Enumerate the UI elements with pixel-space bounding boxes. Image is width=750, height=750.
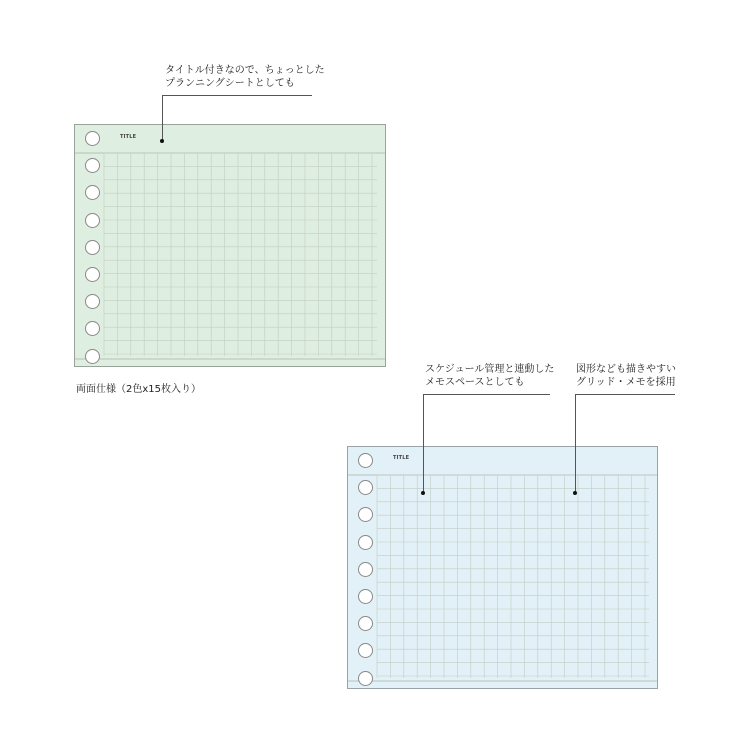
leader-grid-memo-vertical <box>575 394 576 493</box>
binder-hole <box>358 453 373 468</box>
binder-hole <box>85 267 100 282</box>
binder-hole <box>85 349 100 364</box>
binder-hole <box>85 131 100 146</box>
binder-hole <box>358 535 373 550</box>
caption-memo-space: スケジュール管理と連動した メモスペースとしても <box>425 364 555 388</box>
leader-title-note-horizontal <box>162 95 312 96</box>
blue-grid-sheet <box>347 446 658 689</box>
leader-dot-title <box>160 139 164 143</box>
blue-grid <box>348 447 657 688</box>
green-grid <box>75 125 385 366</box>
leader-memo-space-vertical <box>423 394 424 493</box>
leader-memo-space-horizontal <box>423 394 550 395</box>
leader-title-note-vertical <box>162 95 163 140</box>
leader-dot-grid <box>573 491 577 495</box>
binder-hole <box>85 240 100 255</box>
green-grid-sheet <box>74 124 386 367</box>
binder-hole <box>358 589 373 604</box>
blue-sheet-title-label: TITLE <box>393 455 410 461</box>
binder-hole <box>358 562 373 577</box>
binder-hole <box>85 213 100 228</box>
caption-title-note: タイトル付きなので、ちょっとした プランニングシートとしても <box>165 65 325 89</box>
leader-dot-memo <box>421 491 425 495</box>
caption-grid-memo: 図形なども描きやすい グリッド・メモを採用 <box>576 364 676 388</box>
binder-hole <box>358 671 373 686</box>
green-sheet-title-label: TITLE <box>120 134 137 140</box>
leader-grid-memo-horizontal <box>575 394 675 395</box>
caption-double-sided: 両面仕様（2色x15枚入り） <box>76 384 202 395</box>
